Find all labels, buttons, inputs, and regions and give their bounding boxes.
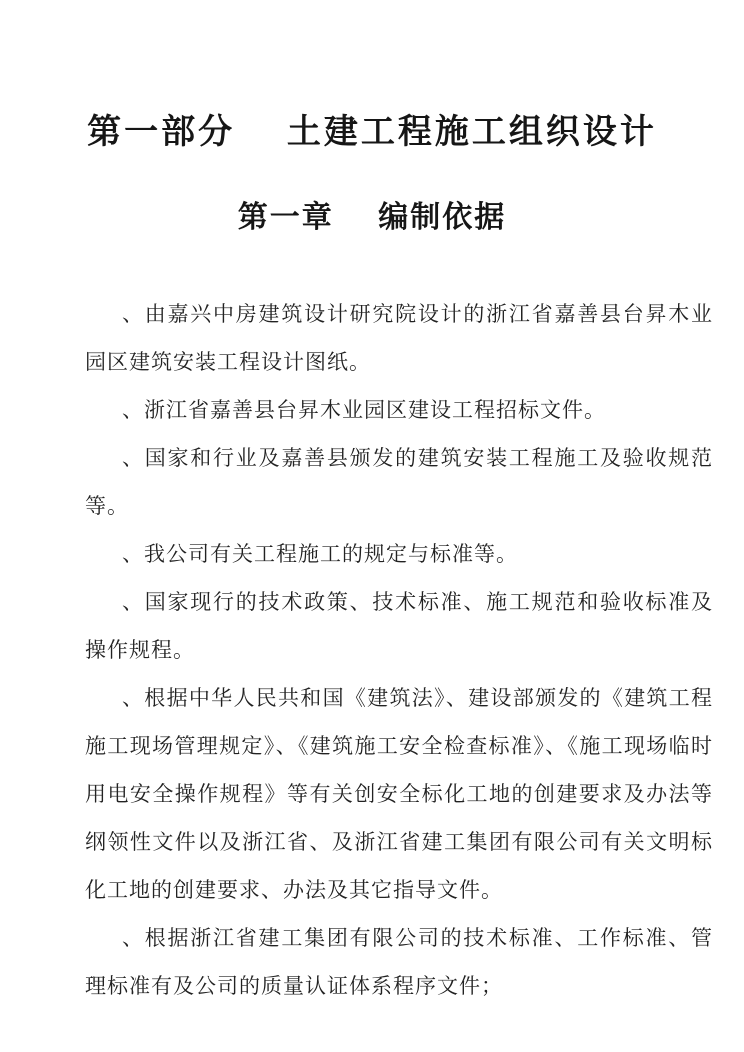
chapter-title: 第一章 编制依据 <box>237 200 507 236</box>
paragraph-company-rules: 、我公司有关工程施工的规定与标准等。 <box>122 542 518 567</box>
paragraph-tender-documents: 、浙江省嘉善县台昇木业园区建设工程招标文件。 <box>122 398 606 423</box>
body-text <box>85 290 713 1010</box>
part-title: 第一部分 土建工程施工组织设计 <box>87 112 657 152</box>
paragraph-laws-and-standards: 、根据中华人民共和国《建筑法》、建设部颁发的《建筑工程施工现场管理规定》、《建筑施工安全检查标准》、《施工现场临时用电安全操作规程》等有关创安全标化工地的创建要求及办法等纲领性文件以及浙江省、及浙江省建工集团有限公司有关文明标化工地的创建要求、办法及其它指导文件。 <box>85 686 713 903</box>
paragraph-design-drawings: 、由嘉兴中房建筑设计研究院设计的浙江省嘉善县台昇木业园区建筑安装工程设计图纸。 <box>85 302 713 375</box>
paragraph-acceptance-codes: 、国家和行业及嘉善县颁发的建筑安装工程施工及验收规范等。 <box>85 446 713 519</box>
paragraph-technical-policies: 、国家现行的技术政策、技术标准、施工规范和验收标准及操作规程。 <box>85 590 713 663</box>
paragraph-quality-certification: 、根据浙江省建工集团有限公司的技术标准、工作标准、管理标准有及公司的质量认证体系程序文件； <box>85 926 713 999</box>
